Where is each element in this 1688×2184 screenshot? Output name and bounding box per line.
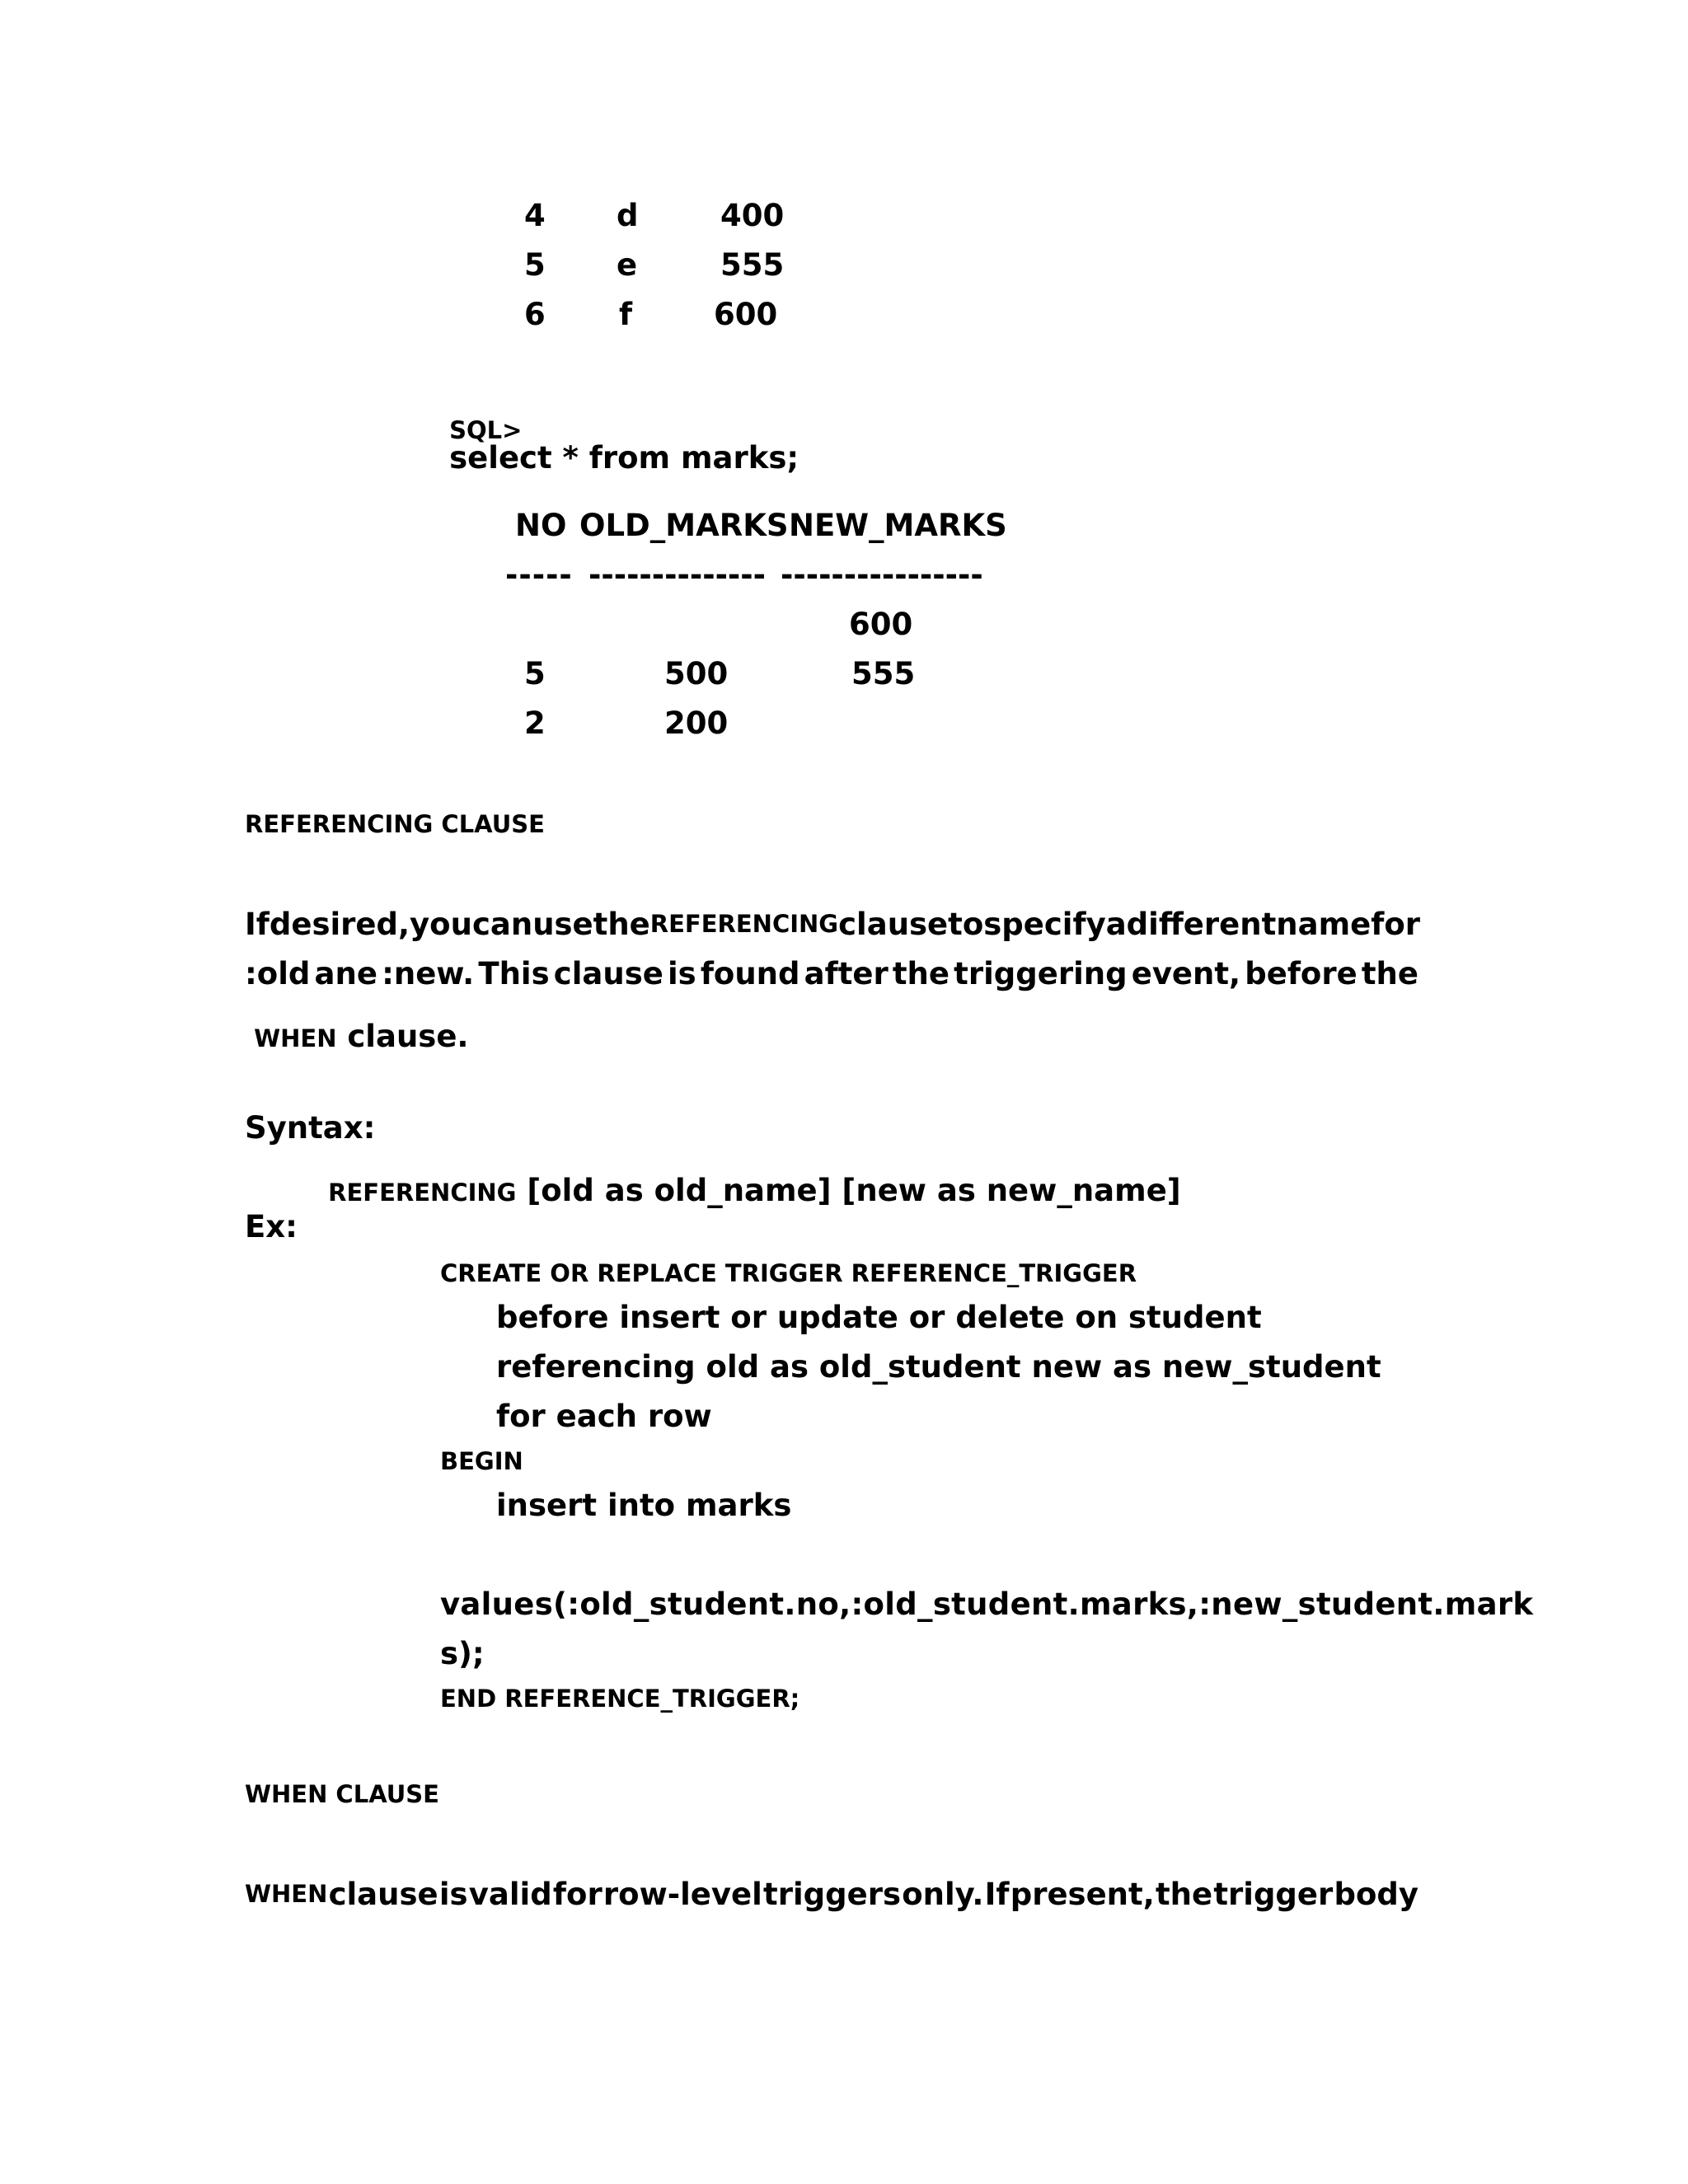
student-row-1-name: d [617,198,639,233]
word: use [532,907,593,942]
word: name [1276,907,1372,942]
keyword-referencing: REFERENCING [328,1179,517,1207]
student-row-3-name: f [619,297,633,332]
word: valid [468,1877,552,1912]
word: the [1361,956,1418,991]
code-line-values-cont: s); [440,1636,485,1671]
keyword-referencing: REFERENCING [649,910,839,938]
word: is [438,1877,468,1912]
word: clause [553,956,663,991]
code-begin: BEGIN [440,1447,523,1475]
marks-row-2-no: 5 [524,656,546,691]
example-label: Ex: [245,1209,298,1244]
word: row-level [603,1877,762,1912]
student-row-2-no: 5 [524,247,546,283]
marks-header-old-marks: OLD_MARKS [579,508,789,543]
marks-row-2-new: 555 [851,656,916,691]
marks-separator-new: ---------------- [781,557,983,593]
code-line-values: values(:old_student.no,:old_student.marks,:new_student.mark [440,1586,1534,1622]
word: :new. [382,956,475,991]
word: If [984,1877,1010,1912]
word: body [1334,1877,1418,1912]
sql-query-line [440,405,799,476]
sql-prompt: SQL> [449,416,523,444]
word: for [1371,907,1421,942]
word: after [804,956,889,991]
word: is [667,956,696,991]
student-row-1-marks: 400 [720,198,785,233]
word: triggering [954,956,1128,991]
word: desired, [269,907,410,942]
word: If [245,907,270,942]
word: before [1245,956,1357,991]
student-row-2-marks: 555 [720,247,785,283]
keyword-when: WHEN [254,1024,337,1052]
referencing-paragraph-line-3 [245,1008,468,1052]
student-row-3-marks: 600 [714,297,778,332]
word: clause [838,907,949,942]
word: :old [245,956,311,991]
sql-statement: select * from marks; [449,440,799,476]
marks-header-new-marks: NEW_MARKS [789,508,1007,543]
word: ane [314,956,377,991]
word: different [1126,907,1277,942]
syntax-line [319,1162,1181,1206]
when-paragraph-line-1 [245,1879,1418,1910]
marks-row-1-new: 600 [849,607,913,642]
marks-header-no: NO [515,508,567,543]
word: a [1105,907,1127,942]
code-line-for-each: for each row [496,1399,712,1434]
section-heading-referencing: REFERENCING CLAUSE [245,810,545,838]
syntax-label: Syntax: [245,1110,376,1146]
section-heading-when: WHEN CLAUSE [245,1780,439,1808]
code-line-before: before insert or update or delete on student [496,1300,1262,1335]
word: to [948,907,984,942]
marks-row-3-old: 200 [664,705,729,741]
word: the [593,907,650,942]
word: clause [328,1877,438,1912]
word: only. [902,1877,984,1912]
word: can [471,907,533,942]
code-end: END REFERENCE_TRIGGER; [440,1685,800,1713]
word: the [892,956,950,991]
word: specify [983,907,1106,942]
marks-row-3-no: 2 [524,705,546,741]
marks-row-2-old: 500 [664,656,729,691]
word: triggers [763,1877,901,1912]
word: present, [1010,1877,1155,1912]
referencing-paragraph-line-2 [245,958,1418,989]
referencing-paragraph-line-1 [245,907,1421,942]
code-line-referencing: referencing old as old_student new as new_student [496,1349,1381,1385]
marks-separator-old: -------------- [588,557,766,593]
word: clause. [336,1019,469,1054]
marks-separator-no: ----- [505,557,573,593]
word: for [552,1877,603,1912]
word: trigger [1213,1877,1334,1912]
word: This [478,956,550,991]
student-row-3-no: 6 [524,297,546,332]
student-row-2-name: e [617,247,638,283]
word: found [700,956,800,991]
word: the [1155,1877,1213,1912]
code-create-line: CREATE OR REPLACE TRIGGER REFERENCE_TRIGGER [440,1259,1137,1287]
student-row-1-no: 4 [524,198,546,233]
word: you [410,907,472,942]
code-line-insert: insert into marks [496,1488,792,1523]
keyword-when: WHEN [245,1880,328,1908]
syntax-rest: [old as old_name] [new as new_name] [516,1173,1181,1208]
word: event, [1131,956,1241,991]
